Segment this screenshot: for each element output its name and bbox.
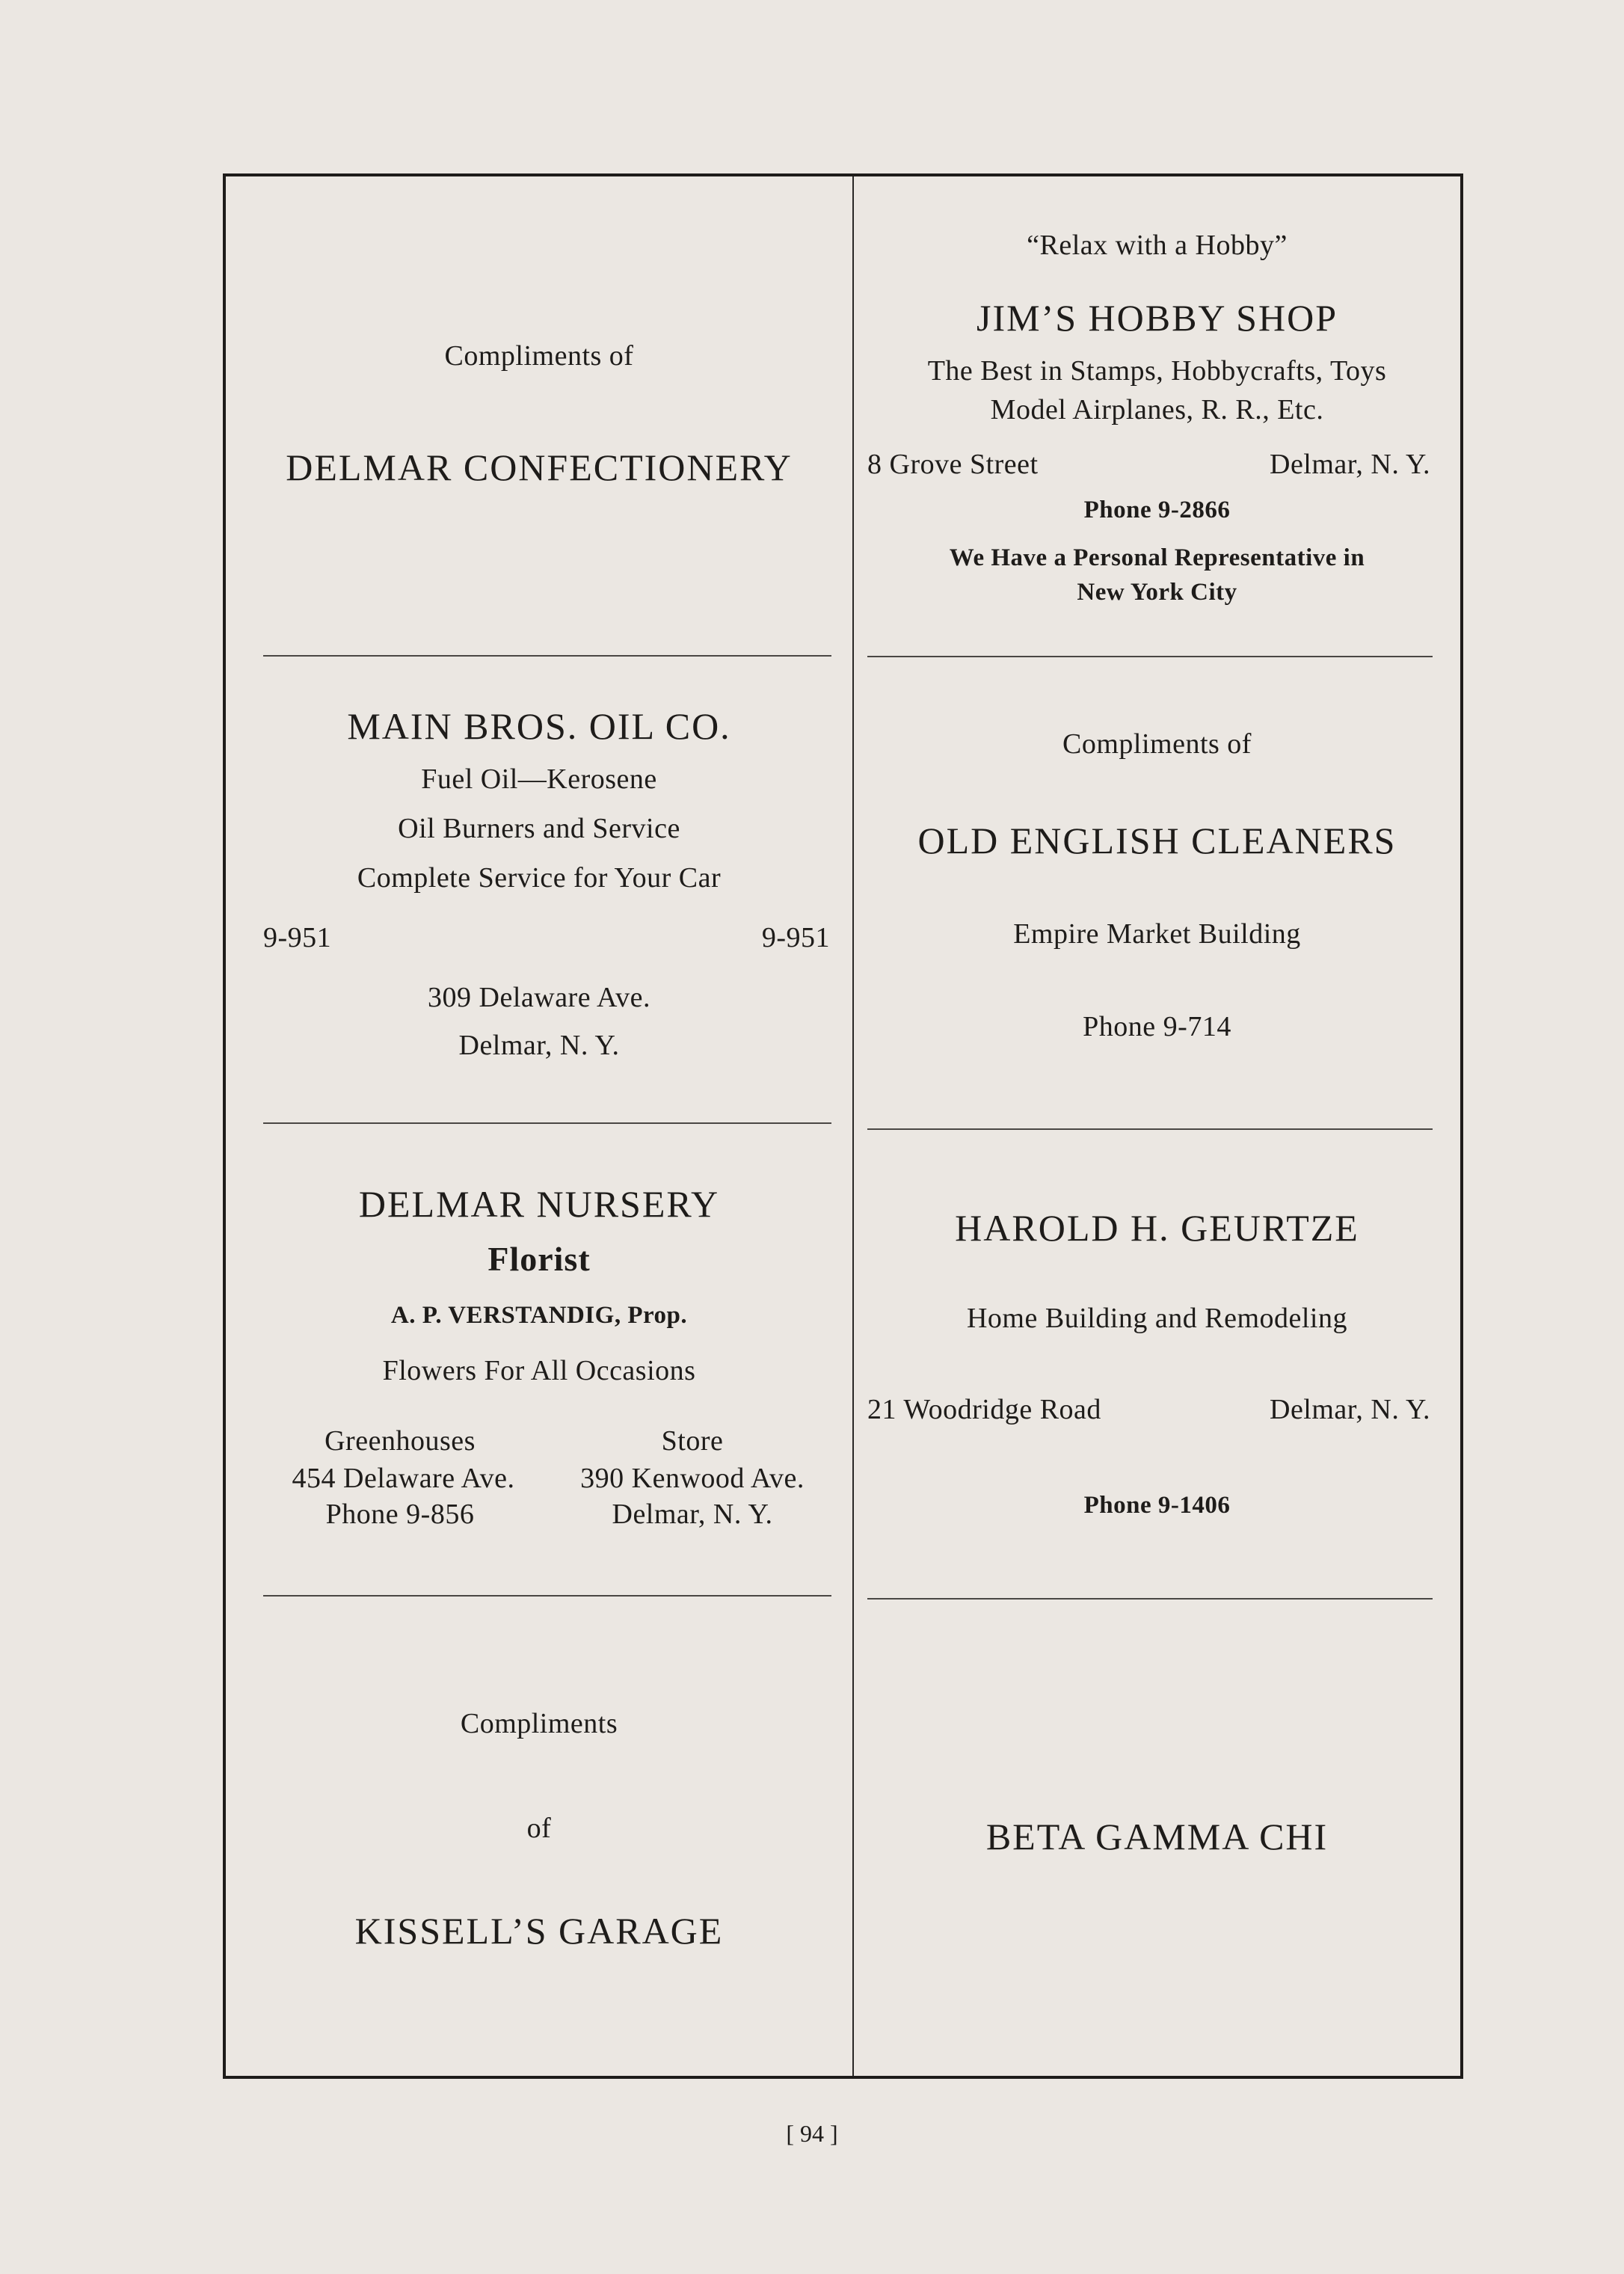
business-name: HAROLD H. GEURTZE	[955, 1207, 1359, 1249]
phone: Phone 9-1406	[1083, 1492, 1231, 1519]
slogan: “Relax with a Hobby”	[1027, 230, 1288, 261]
ad-kissells-garage	[226, 1595, 852, 2074]
rep-line-1: We Have a Personal Representative in	[949, 544, 1365, 571]
product-line-1: Fuel Oil—Kerosene	[421, 763, 657, 795]
greenhouses-address: 454 Delaware Ave.	[292, 1463, 515, 1494]
city: Delmar, N. Y.	[458, 1030, 620, 1061]
phone-row	[263, 921, 830, 954]
offering-line-2: Model Airplanes, R. R., Etc.	[990, 394, 1324, 425]
greenhouses-heading: Greenhouses	[325, 1425, 476, 1457]
phone: Phone 9-2866	[1083, 497, 1231, 523]
ad-page-frame	[223, 173, 1463, 2079]
greenhouses-phone: Phone 9-856	[325, 1499, 475, 1530]
ad-harold-geurtze	[854, 1128, 1460, 1598]
ad-delmar-nursery	[226, 1122, 852, 1595]
business-name: OLD ENGLISH CLEANERS	[917, 820, 1397, 861]
address-row	[867, 448, 1430, 481]
page-number: [ 94 ]	[786, 2120, 838, 2147]
product-line-3: Complete Service for Your Car	[357, 862, 722, 894]
phone-left: 9-951	[263, 922, 332, 953]
phone-right: 9-951	[761, 922, 830, 953]
business-name: JIM’S HOBBY SHOP	[976, 297, 1338, 339]
business-name: MAIN BROS. OIL CO.	[347, 705, 731, 747]
city: Delmar, N. Y.	[1270, 449, 1430, 480]
compliments-text: Compliments of	[1062, 728, 1252, 760]
address-row	[867, 1393, 1430, 1426]
business-name: DELMAR CONFECTIONERY	[286, 446, 793, 488]
service: Home Building and Remodeling	[966, 1303, 1347, 1334]
offering-line-1: The Best in Stamps, Hobbycrafts, Toys	[927, 355, 1387, 387]
store-address: 390 Kenwood Ave.	[580, 1463, 805, 1494]
business-name: BETA GAMMA CHI	[985, 1816, 1329, 1857]
ad-jims-hobby-shop	[854, 176, 1460, 655]
store-heading: Store	[661, 1425, 724, 1457]
city: Delmar, N. Y.	[1270, 1394, 1430, 1425]
tagline: Flowers For All Occasions	[382, 1355, 696, 1386]
product-line-2: Oil Burners and Service	[398, 813, 680, 844]
street: 21 Woodridge Road	[867, 1394, 1101, 1425]
ad-beta-gamma-chi	[854, 1598, 1460, 2077]
address: 309 Delaware Ave.	[428, 982, 650, 1013]
business-name: KISSELL’S GARAGE	[354, 1910, 724, 1952]
ad-delmar-confectionery	[226, 176, 852, 655]
of-text: of	[526, 1813, 552, 1844]
building: Empire Market Building	[1013, 918, 1301, 950]
ad-main-bros-oil	[226, 655, 852, 1122]
store-city: Delmar, N. Y.	[612, 1499, 773, 1530]
proprietor: A. P. VERSTANDIG, Prop.	[390, 1302, 688, 1329]
business-name: DELMAR NURSERY	[358, 1183, 720, 1225]
street: 8 Grove Street	[867, 449, 1039, 480]
compliments-text: Compliments of	[444, 340, 634, 372]
ad-old-english-cleaners	[854, 656, 1460, 1128]
subtitle: Florist	[487, 1240, 591, 1278]
phone: Phone 9-714	[1083, 1011, 1231, 1042]
rep-line-2: New York City	[1077, 579, 1237, 606]
compliments-text: Compliments	[460, 1708, 618, 1739]
